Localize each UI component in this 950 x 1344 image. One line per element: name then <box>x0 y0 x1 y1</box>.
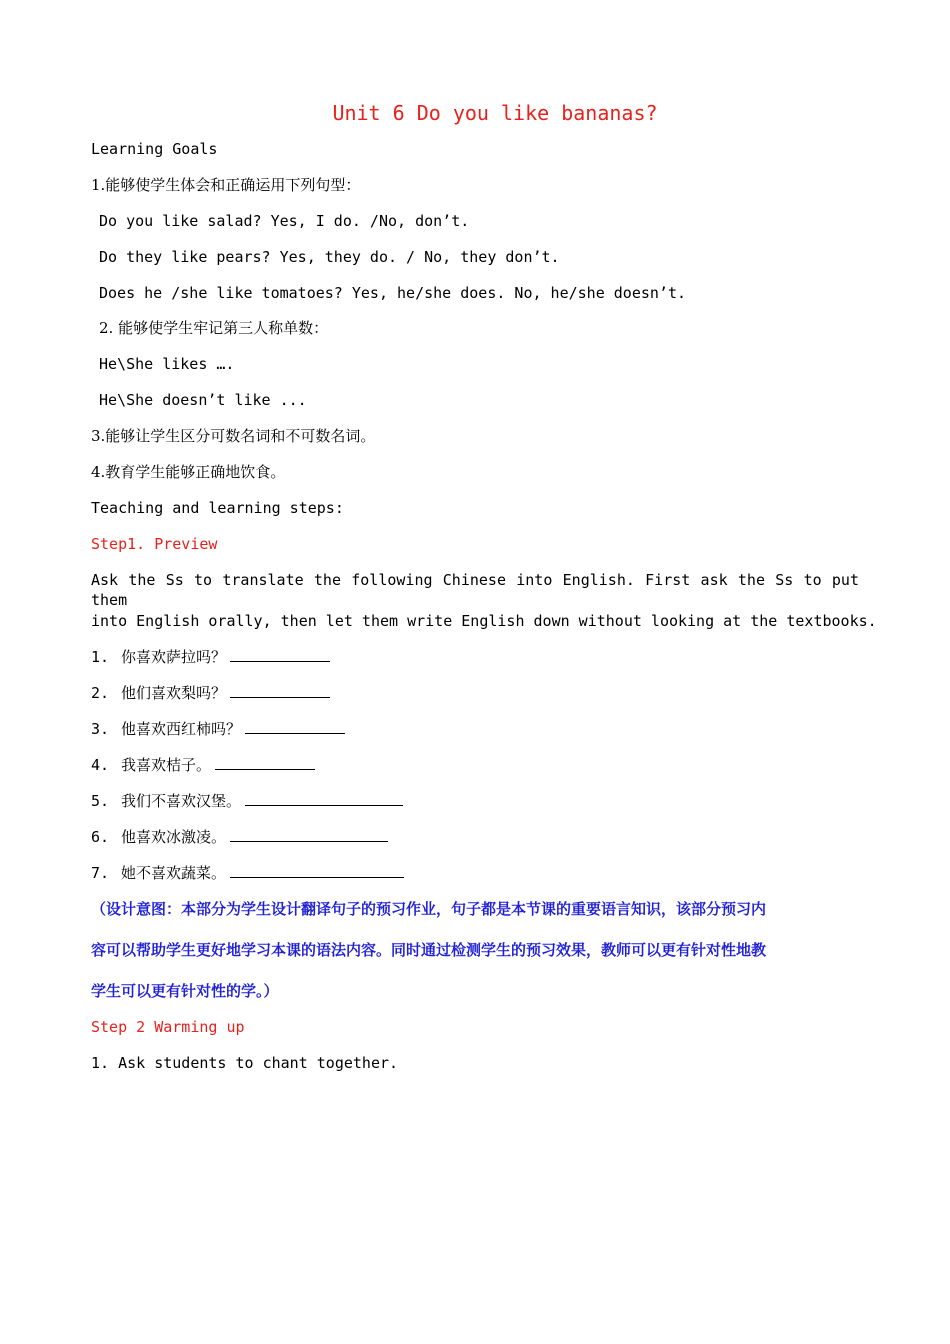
steps-heading: Teaching and learning steps: <box>91 499 344 517</box>
answer-blank[interactable] <box>230 863 404 878</box>
design-note-line: 容可以帮助学生更好地学习本课的语法内容。同时通过检测学生的预习效果，教师可以更有针对性地教 <box>91 941 767 959</box>
page-title: Unit 6 Do you like bananas? <box>332 101 658 125</box>
item-number: 1. <box>91 648 110 666</box>
goal-1-sentence: Do you like salad? Yes, I do. /No, don’t. <box>99 212 470 230</box>
answer-blank[interactable] <box>230 827 388 842</box>
list-item <box>91 755 315 775</box>
learning-goals-heading: Learning Goals <box>91 140 218 158</box>
goal-1-sentence: Do they like pears? Yes, they do. / No, they don’t. <box>99 248 560 266</box>
item-number: 3. <box>91 720 110 738</box>
goal-3: 3.能够让学生区分可数名词和不可数名词。 <box>91 427 376 445</box>
step1-instruction: Ask the Ss to translate the following Chinese into English. First ask the Ss to put them <box>91 571 859 609</box>
answer-blank[interactable] <box>245 791 403 806</box>
list-item <box>91 863 404 883</box>
item-number: 4. <box>91 756 110 774</box>
answer-blank[interactable] <box>245 719 345 734</box>
item-number: 7. <box>91 864 110 882</box>
design-note-line: （设计意图：本部分为学生设计翻译句子的预习作业，句子都是本节课的重要语言知识，该部分预习内 <box>91 900 767 918</box>
item-text: 我们不喜欢汉堡。 <box>121 792 242 810</box>
item-number: 5. <box>91 792 110 810</box>
goal-4: 4.教育学生能够正确地饮食。 <box>91 463 286 481</box>
list-item <box>91 683 330 703</box>
list-item <box>91 719 345 739</box>
item-text: 他喜欢冰激凌。 <box>121 828 227 846</box>
answer-blank[interactable] <box>230 647 330 662</box>
item-text: 我喜欢桔子。 <box>121 756 212 774</box>
answer-blank[interactable] <box>230 683 330 698</box>
item-number: 6. <box>91 828 110 846</box>
step1-heading: Step1. Preview <box>91 535 218 553</box>
list-item <box>91 827 388 847</box>
goal-2-sentence: He\She doesn’t like ... <box>99 391 307 409</box>
item-text: 她不喜欢蔬菜。 <box>121 864 227 882</box>
step2-heading: Step 2 Warming up <box>91 1018 245 1036</box>
design-note-line: 学生可以更有针对性的学。） <box>91 982 279 1000</box>
list-item <box>91 647 330 667</box>
item-text: 他们喜欢梨吗？ <box>121 684 227 702</box>
goal-1: 1.能够使学生体会和正确运用下列句型： <box>91 176 361 194</box>
goal-1-sentence: Does he /she like tomatoes? Yes, he/she does. No, he/she doesn’t. <box>99 284 686 302</box>
item-number: 2. <box>91 684 110 702</box>
goal-2: 2. 能够使学生牢记第三人称单数： <box>99 319 329 337</box>
list-item <box>91 791 403 811</box>
answer-blank[interactable] <box>215 755 315 770</box>
goal-2-sentence: He\She likes …. <box>99 355 235 373</box>
step2-item: 1. Ask students to chant together. <box>91 1054 399 1072</box>
item-text: 你喜欢萨拉吗？ <box>121 648 227 666</box>
item-text: 他喜欢西红柿吗？ <box>121 720 242 738</box>
step1-instruction: into English orally, then let them write English down without looking at the textbooks. <box>91 612 877 630</box>
